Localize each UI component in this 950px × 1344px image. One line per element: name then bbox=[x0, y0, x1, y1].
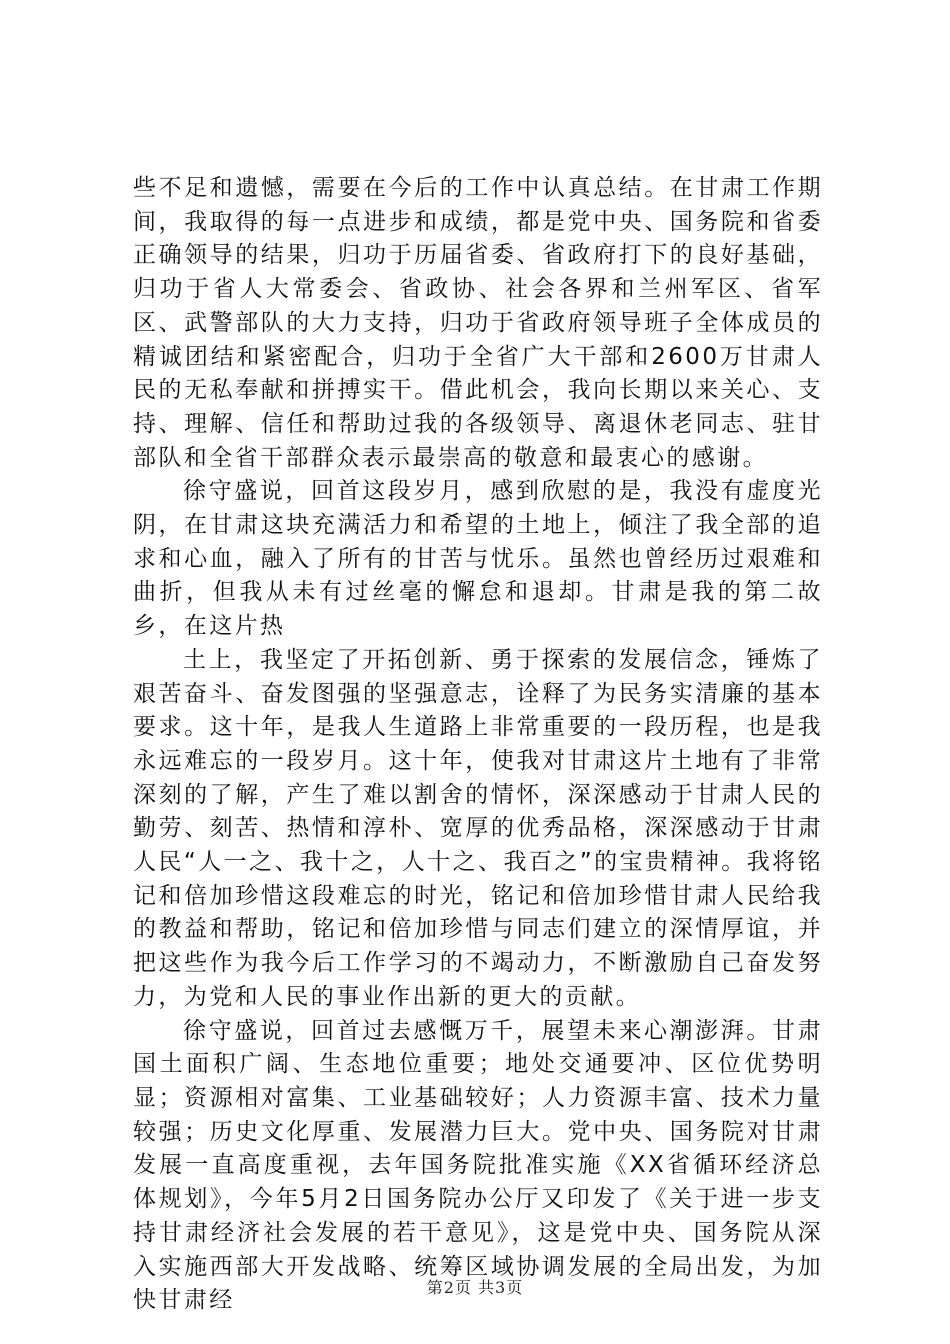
paragraph-2: 徐守盛说，回首这段岁月，感到欣慰的是，我没有虚度光阴，在甘肃这块充满活力和希望的土地上，倾注了我全部的追求和心血，融入了所有的甘苦与忧乐。虽然也曾经历过艰难和曲折，但我从未有过丝毫的懈怠和退却。甘肃是我的第二故乡，在这片热 bbox=[133, 478, 823, 640]
document-body bbox=[133, 172, 823, 1318]
paragraph-4: 徐守盛说，回首过去感慨万千，展望未来心潮澎湃。甘肃国土面积广阔、生态地位重要；地处交通要冲、区位优势明显；资源相对富集、工业基础较好；人力资源丰富、技术力量较强；历史文化厚重、发展潜力巨大。党中央、国务院对甘肃发展一直高度重视，去年国务院批准实施《XX省循环经济总体规划》，今年5月2日国务院办公厅又印发了《关于进一步支持甘肃经济社会发展的若干意见》，这是党中央、国务院从深入实施西部大开发战略、统筹区域协调发展的全局出发，为加快甘肃经 bbox=[133, 1017, 823, 1314]
paragraph-1: 些不足和遗憾，需要在今后的工作中认真总结。在甘肃工作期间，我取得的每一点进步和成绩，都是党中央、国务院和省委正确领导的结果，归功于历届省委、省政府打下的良好基础，归功于省人大常委会、省政协、社会各界和兰州军区、省军区、武警部队的大力支持，归功于省政府领导班子全体成员的精诚团结和紧密配合，归功于全省广大干部和2600万甘肃人民的无私奉献和拼搏实干。借此机会，我向长期以来关心、支持、理解、信任和帮助过我的各级领导、离退休老同志、驻甘部队和全省干部群众表示最崇高的敬意和最衷心的感谢。 bbox=[133, 175, 823, 471]
paragraph-3: 土上，我坚定了开拓创新、勇于探索的发展信念，锤炼了艰苦奋斗、奋发图强的坚强意志，诠释了为民务实清廉的基本要求。这十年，是我人生道路上非常重要的一段历程，也是我永远难忘的一段岁月。这十年，使我对甘肃这片土地有了非常深刻的了解，产生了难以割舍的情怀，深深感动于甘肃人民的勤劳、刻苦、热情和淳朴、宽厚的优秀品格，深深感动于甘肃人民“人一之、我十之，人十之、我百之”的宝贵精神。我将铭记和倍加珍惜这段难忘的时光，铭记和倍加珍惜甘肃人民给我的教益和帮助，铭记和倍加珍惜与同志们建立的深情厚谊，并把这些作为我今后工作学习的不竭动力，不断激励自己奋发努力，为党和人民的事业作出新的更大的贡献。 bbox=[133, 646, 823, 1010]
page-footer: 第2页 共3页 bbox=[426, 1278, 524, 1297]
